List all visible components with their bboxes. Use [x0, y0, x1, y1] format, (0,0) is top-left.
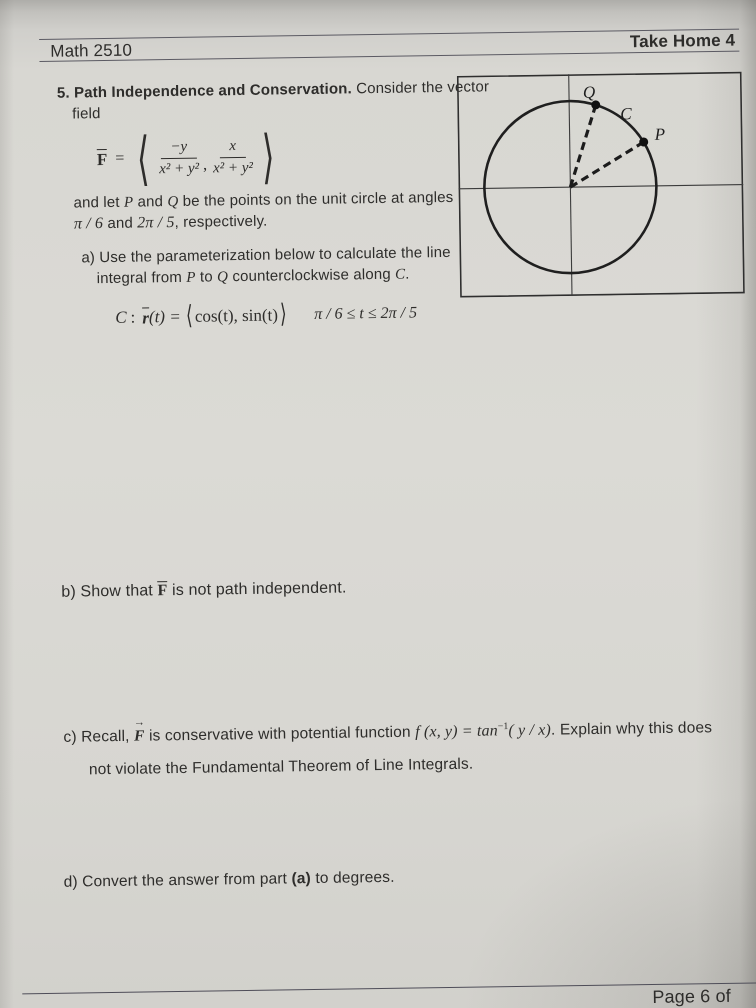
point-p-symbol: P: [186, 269, 196, 286]
vector-f-symbol: F: [157, 582, 168, 600]
text-run: and: [133, 193, 168, 211]
problem-5-intro-cont: field: [72, 105, 101, 123]
points-definition-line1: [73, 189, 453, 213]
curve-label-c: C: [620, 104, 632, 124]
x-axis: [458, 185, 743, 189]
inverse-exponent: −1: [497, 721, 509, 733]
curve-c-symbol: C: [394, 266, 406, 283]
text-run: b) Show that: [61, 582, 158, 601]
potential-function-arg: ( y / x): [508, 721, 552, 740]
problem-5-intro: [57, 78, 489, 101]
equals-sign: =: [115, 149, 125, 167]
curve-c-symbol: C: [115, 307, 127, 327]
open-angle-bracket: ⟨: [136, 124, 151, 193]
point-label-p: P: [654, 124, 666, 144]
r-of-t-args: (t) =: [148, 306, 181, 327]
text-run: . Explain why this does: [550, 719, 713, 739]
unit-circle-diagram: [457, 72, 745, 298]
point-q-symbol: Q: [167, 193, 179, 211]
text-run: and let: [73, 193, 125, 212]
page-number: Page 6 of: [652, 985, 731, 1007]
fraction-1-numerator: −y: [160, 137, 197, 158]
text-run: is conservative with potential function: [144, 723, 416, 745]
point-label-q: Q: [582, 82, 596, 102]
problem-5-intro-rest: Consider the vector: [351, 78, 490, 98]
text-run: counterclockwise along: [227, 265, 396, 286]
text-run: .: [405, 265, 410, 283]
radius-to-q: [569, 105, 597, 187]
part-b-text: [61, 578, 346, 601]
point-q-symbol: Q: [216, 269, 229, 286]
r-of-t-symbol: r: [142, 308, 150, 328]
course-title: Math 2510: [50, 40, 133, 61]
text-run: be the points on the unit circle at angles: [178, 188, 454, 210]
vector-field-formula: [96, 122, 279, 193]
points-definition-line2: [74, 213, 268, 234]
text-run: to degrees.: [310, 868, 395, 888]
parameterization: [115, 299, 417, 331]
part-a-reference: (a): [291, 870, 312, 888]
fraction-1-denominator: x² + y²: [159, 160, 200, 177]
assignment-title: Take Home 4: [629, 30, 736, 52]
part-c-line1: [63, 718, 712, 747]
part-a-line1: a) Use the parameterization below to calculate the line: [81, 243, 451, 267]
text-run: d) Convert the answer from part: [63, 870, 292, 891]
fraction-2-denominator: x² + y²: [212, 159, 254, 176]
close-angle-bracket: ⟩: [261, 122, 275, 191]
text-run: and: [102, 214, 138, 233]
vector-f-symbol: → F: [134, 728, 145, 746]
fraction-2-numerator: x: [219, 137, 246, 158]
field-symbol: F: [96, 150, 108, 170]
part-c-line2: not violate the Fundamental Theorem of Line Integrals.: [88, 755, 474, 779]
close-angle-bracket: ⟩: [279, 299, 287, 330]
fraction-1: [159, 137, 200, 178]
text-run: is not path independent.: [167, 579, 347, 600]
parameterization-body: cos(t), sin(t): [194, 305, 279, 326]
colon: :: [130, 307, 136, 327]
problem-5-title: 5. Path Independence and Conservation.: [56, 80, 352, 102]
angle-2pi-5: 2π / 5: [137, 213, 175, 232]
text-run: to: [195, 268, 218, 286]
open-angle-bracket: ⟨: [186, 301, 194, 332]
text-run: integral from: [96, 268, 187, 288]
part-d-text: [64, 869, 395, 892]
point-p-symbol: P: [123, 194, 134, 211]
text-run: c) Recall,: [63, 727, 135, 746]
potential-function: f (x, y) = tan: [415, 722, 498, 741]
angle-pi-6: π / 6: [73, 215, 104, 233]
header-rule-bottom: [39, 51, 739, 62]
part-a-line2: [97, 266, 410, 289]
fraction-separator-comma: ,: [202, 156, 208, 174]
fraction-2: [213, 137, 254, 178]
text-run: , respectively.: [174, 212, 268, 231]
parameter-domain: π / 6 ≤ t ≤ 2π / 5: [314, 304, 418, 323]
footer-rule: [22, 982, 756, 994]
